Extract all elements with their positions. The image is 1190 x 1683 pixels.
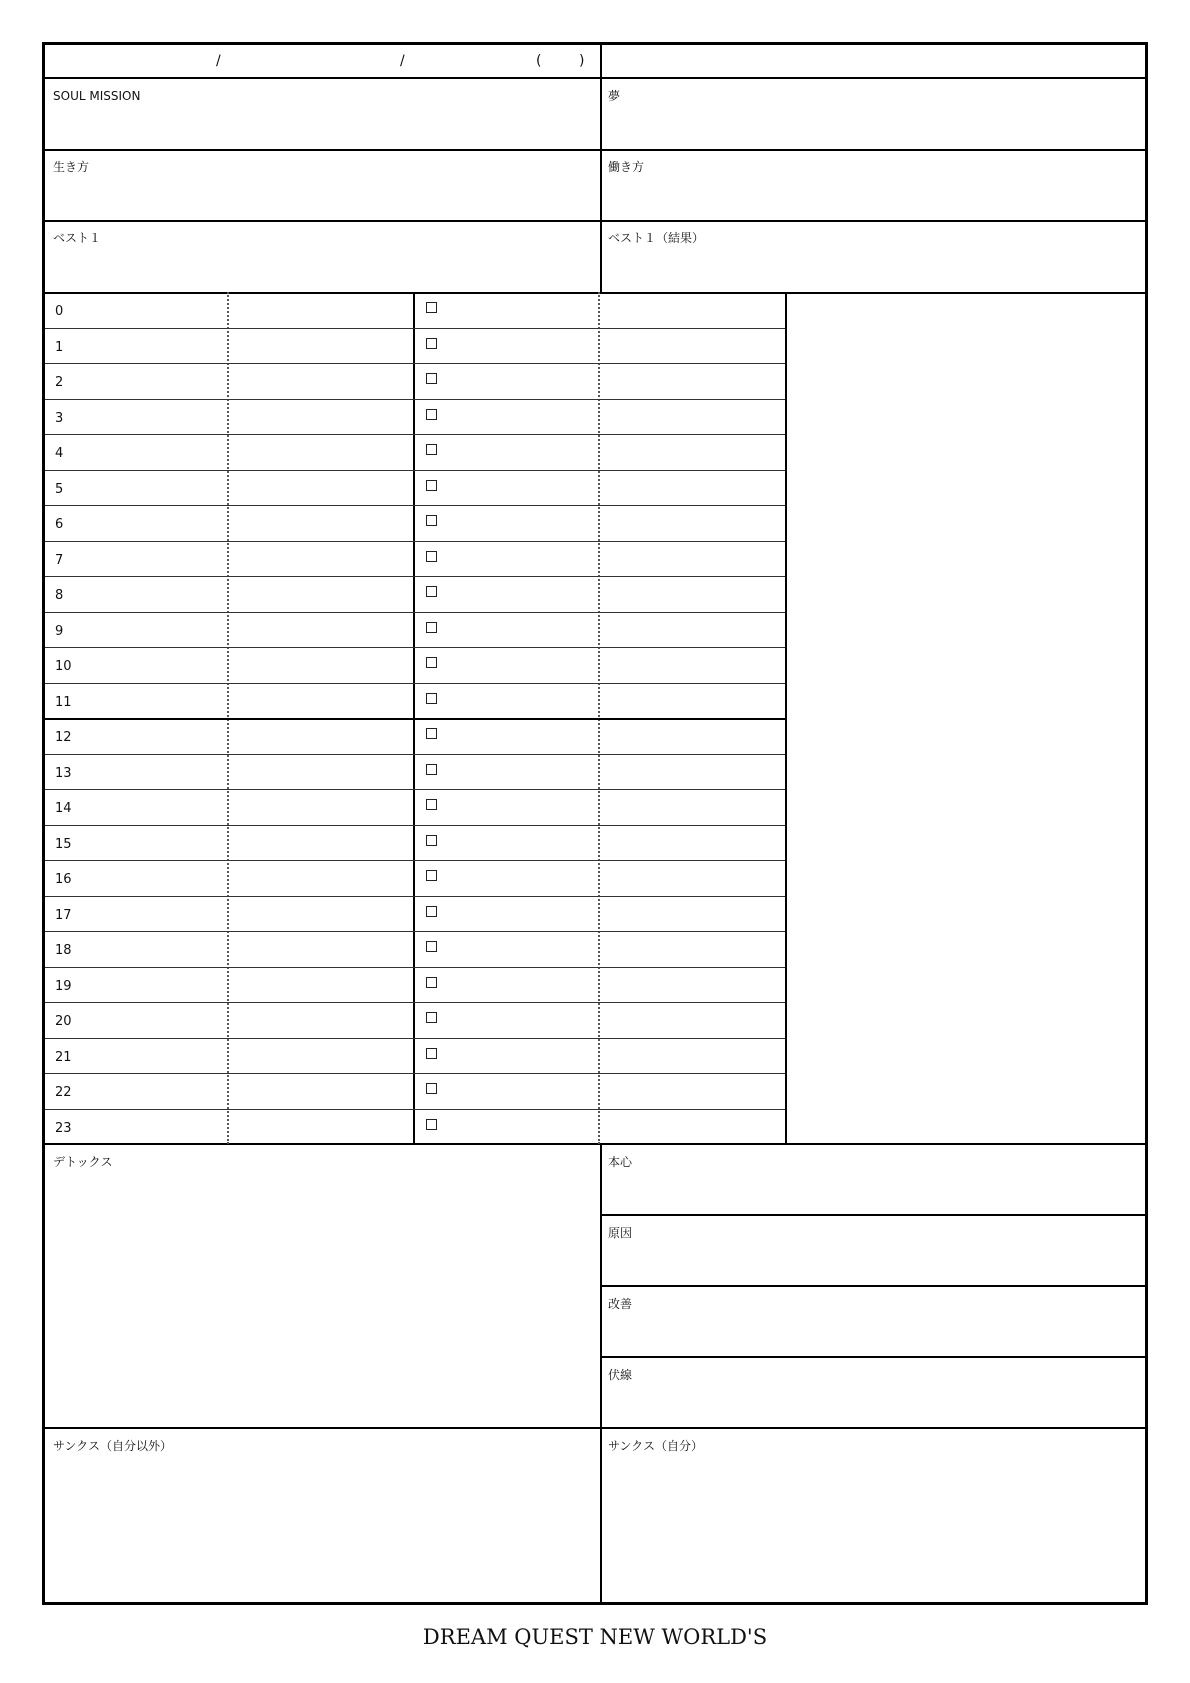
- task-checkbox[interactable]: [426, 338, 437, 349]
- divider-thanks: [45, 1427, 1145, 1429]
- hour-label: 16: [55, 872, 72, 887]
- way-of-life-label: 生き方: [53, 160, 90, 174]
- schedule-row-divider: [45, 434, 785, 435]
- hour-label: 20: [55, 1014, 72, 1029]
- task-checkbox[interactable]: [426, 302, 437, 313]
- schedule-row-divider: [45, 683, 785, 684]
- hour-label: 4: [55, 446, 64, 461]
- schedule-row-divider: [45, 399, 785, 400]
- hour-label: 11: [55, 695, 72, 710]
- task-checkbox[interactable]: [426, 1048, 437, 1059]
- schedule-row-divider: [45, 789, 785, 790]
- soul-mission-label: SOUL MISSION: [53, 89, 141, 103]
- weekday-close-paren: ): [579, 53, 585, 69]
- task-checkbox[interactable]: [426, 1083, 437, 1094]
- divider-row-1: [45, 149, 1145, 151]
- divider-cause: [600, 1285, 1145, 1287]
- schedule-row-divider: [45, 967, 785, 968]
- task-checkbox[interactable]: [426, 835, 437, 846]
- cause-label: 原因: [608, 1226, 633, 1240]
- hour-label: 21: [55, 1050, 72, 1065]
- schedule-row-divider: [45, 363, 785, 364]
- task-checkbox[interactable]: [426, 906, 437, 917]
- foreshadowing-label: 伏線: [608, 1368, 633, 1382]
- schedule-row-divider: [45, 718, 785, 720]
- schedule-row-divider: [45, 931, 785, 932]
- schedule-row-divider: [45, 541, 785, 542]
- hour-label: 7: [55, 553, 64, 568]
- schedule-row-divider: [45, 470, 785, 471]
- weekday-open-paren: (: [536, 53, 542, 69]
- schedule-row-divider: [45, 328, 785, 329]
- dream-label: 夢: [608, 89, 621, 103]
- task-checkbox[interactable]: [426, 586, 437, 597]
- task-checkbox[interactable]: [426, 657, 437, 668]
- schedule-row-divider: [45, 1038, 785, 1039]
- schedule-row-divider: [45, 754, 785, 755]
- task-checkbox[interactable]: [426, 373, 437, 384]
- true-heart-label: 本心: [608, 1155, 633, 1169]
- detox-label: デトックス: [53, 1155, 113, 1169]
- task-checkbox[interactable]: [426, 941, 437, 952]
- hour-label: 13: [55, 766, 72, 781]
- best1-result-label: ベスト１（結果）: [608, 231, 705, 245]
- date-separator-2: /: [400, 53, 405, 69]
- task-checkbox[interactable]: [426, 1012, 437, 1023]
- journal-sheet: [42, 42, 1148, 1605]
- divider-row-2: [45, 220, 1145, 222]
- hour-label: 18: [55, 943, 72, 958]
- hour-label: 2: [55, 375, 64, 390]
- task-checkbox[interactable]: [426, 977, 437, 988]
- hourly-schedule: [45, 292, 787, 1145]
- task-checkbox[interactable]: [426, 622, 437, 633]
- divider-header: [45, 77, 1145, 79]
- task-checkbox[interactable]: [426, 444, 437, 455]
- task-checkbox[interactable]: [426, 551, 437, 562]
- schedule-row-divider: [45, 505, 785, 506]
- task-checkbox[interactable]: [426, 1119, 437, 1130]
- task-checkbox[interactable]: [426, 764, 437, 775]
- task-checkbox[interactable]: [426, 799, 437, 810]
- schedule-row-divider: [45, 647, 785, 648]
- hour-label: 17: [55, 908, 72, 923]
- schedule-row-divider: [45, 1073, 785, 1074]
- schedule-row-divider: [45, 612, 785, 613]
- hour-label: 6: [55, 517, 64, 532]
- hour-label: 1: [55, 340, 64, 355]
- hour-label: 12: [55, 730, 72, 745]
- task-checkbox[interactable]: [426, 870, 437, 881]
- schedule-row-divider: [45, 896, 785, 897]
- task-checkbox[interactable]: [426, 409, 437, 420]
- hour-label: 5: [55, 482, 64, 497]
- task-checkbox[interactable]: [426, 693, 437, 704]
- thanks-others-label: サンクス（自分以外）: [53, 1439, 173, 1453]
- hour-label: 3: [55, 411, 64, 426]
- hour-label: 0: [55, 304, 64, 319]
- task-checkbox[interactable]: [426, 515, 437, 526]
- way-of-work-label: 働き方: [608, 160, 645, 174]
- schedule-row-divider: [45, 1002, 785, 1003]
- date-separator-1: /: [216, 53, 221, 69]
- hour-label: 8: [55, 588, 64, 603]
- hour-label: 10: [55, 659, 72, 674]
- improvement-label: 改善: [608, 1297, 633, 1311]
- task-checkbox[interactable]: [426, 728, 437, 739]
- best1-label: ベスト１: [53, 231, 102, 245]
- hour-label: 23: [55, 1121, 72, 1136]
- hour-label: 19: [55, 979, 72, 994]
- hour-label: 14: [55, 801, 72, 816]
- hour-label: 22: [55, 1085, 72, 1100]
- hour-label: 15: [55, 837, 72, 852]
- divider-center-top: [600, 45, 602, 294]
- divider-center-bottom: [600, 1143, 602, 1602]
- schedule-row-divider: [45, 576, 785, 577]
- thanks-self-label: サンクス（自分）: [608, 1439, 704, 1453]
- schedule-row-divider: [45, 1109, 785, 1110]
- divider-true-heart: [600, 1214, 1145, 1216]
- schedule-row-divider: [45, 825, 785, 826]
- divider-improvement: [600, 1356, 1145, 1358]
- hour-label: 9: [55, 624, 64, 639]
- schedule-row-divider: [45, 860, 785, 861]
- task-checkbox[interactable]: [426, 480, 437, 491]
- brand-footer: DREAM QUEST NEW WORLD'S: [422, 1625, 768, 1649]
